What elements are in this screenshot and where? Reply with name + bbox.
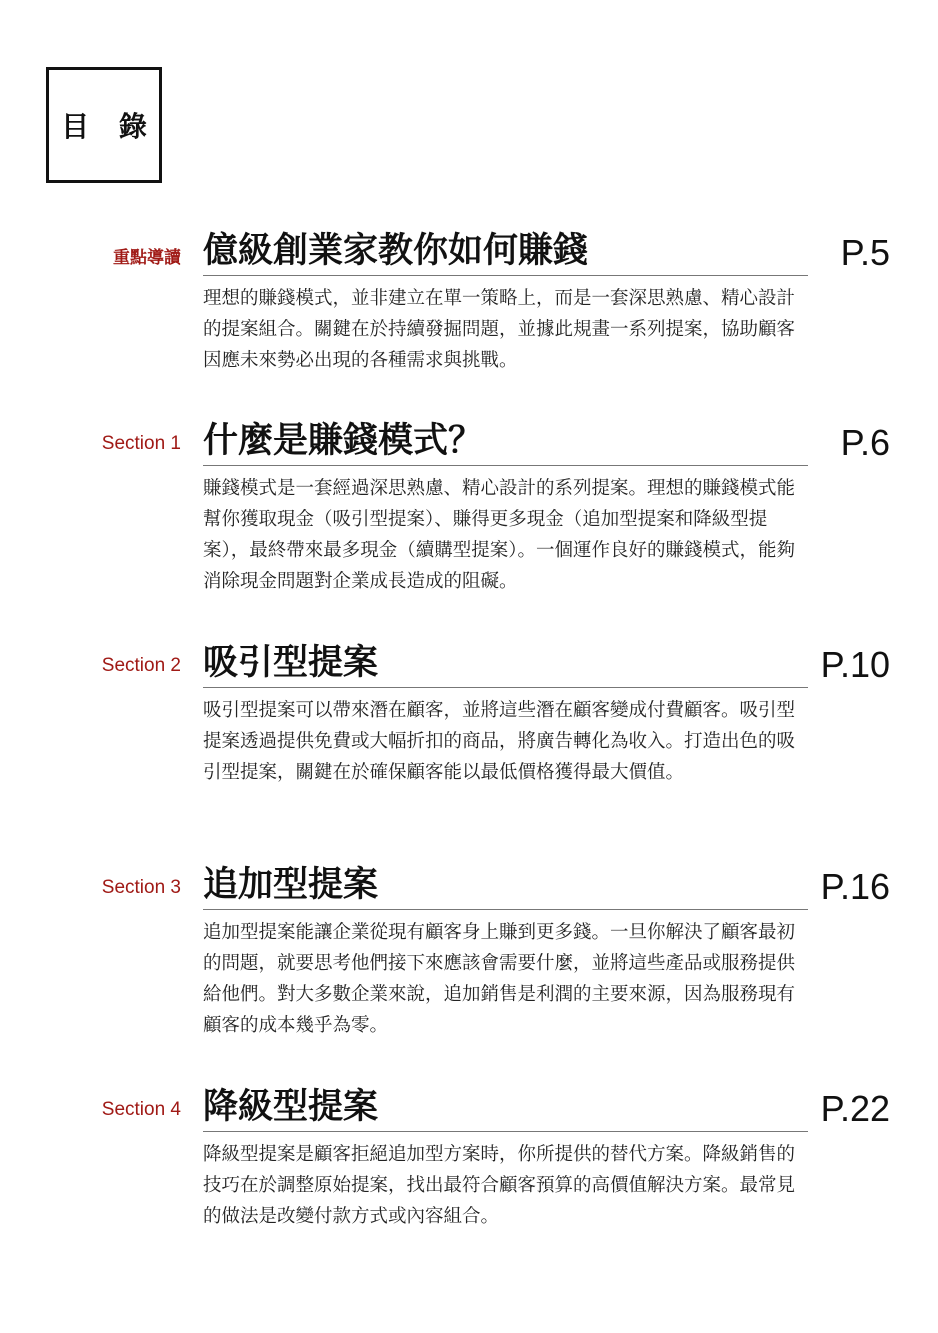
section-label: Section 1 — [101, 433, 181, 454]
section-description: 降級型提案是顧客拒絕追加型方案時，你所提供的替代方案。降級銷售的技巧在於調整原始提案，找出最符合顧客預算的高價值解決方案。最常見的做法是改變付款方式或內容組合。 — [203, 1144, 796, 1227]
section-label: Section 3 — [101, 877, 181, 898]
section-label: 重點導讀 — [113, 248, 181, 268]
page-number: P.22 — [820, 1088, 890, 1129]
divider — [203, 275, 808, 276]
divider — [203, 465, 808, 466]
page-number: P.5 — [840, 232, 890, 273]
page-number: P.6 — [840, 422, 890, 463]
divider — [203, 909, 808, 910]
section-label: Section 2 — [101, 655, 181, 676]
section-title: 降級型提案 — [203, 1087, 379, 1127]
section-description: 理想的賺錢模式，並非建立在單一策略上，而是一套深思熟慮、精心設計的提案組合。關鍵在於持續發掘問題，並據此規畫一系列提案，協助顧客因應未來勢必出現的各種需求與挑戰。 — [203, 288, 796, 371]
divider — [203, 1131, 808, 1132]
page-number: P.10 — [820, 644, 890, 685]
page-number: P.16 — [820, 866, 890, 907]
section-description: 追加型提案能讓企業從現有顧客身上賺到更多錢。一旦你解決了顧客最初的問題，就要思考他們接下來應該會需要什麼，並將這些產品或服務提供給他們。對大多數企業來說，追加銷售是利潤的主要來源，因為服務現有顧客的成本幾乎為零。 — [203, 922, 796, 1036]
section-title: 吸引型提案 — [203, 643, 379, 683]
toc-heading-box — [46, 67, 162, 183]
section-title: 億級創業家教你如何賺錢 — [203, 231, 589, 271]
toc-heading: 目 錄 — [61, 110, 157, 143]
section-description: 吸引型提案可以帶來潛在顧客，並將這些潛在顧客變成付費顧客。吸引型提案透過提供免費或大幅折扣的商品，將廣告轉化為收入。打造出色的吸引型提案，關鍵在於確保顧客能以最低價格獲得最大價值。 — [203, 700, 796, 783]
section-label: Section 4 — [101, 1099, 181, 1120]
section-title: 追加型提案 — [203, 865, 379, 905]
section-description: 賺錢模式是一套經過深思熟慮、精心設計的系列提案。理想的賺錢模式能幫你獲取現金（吸引型提案）、賺得更多現金（追加型提案和降級型提案），最終帶來最多現金（續購型提案）。一個運作良好的賺錢模式，能夠消除現金問題對企業成長造成的阻礙。 — [203, 478, 796, 592]
section-title: 什麼是賺錢模式？ — [203, 421, 484, 461]
divider — [203, 687, 808, 688]
